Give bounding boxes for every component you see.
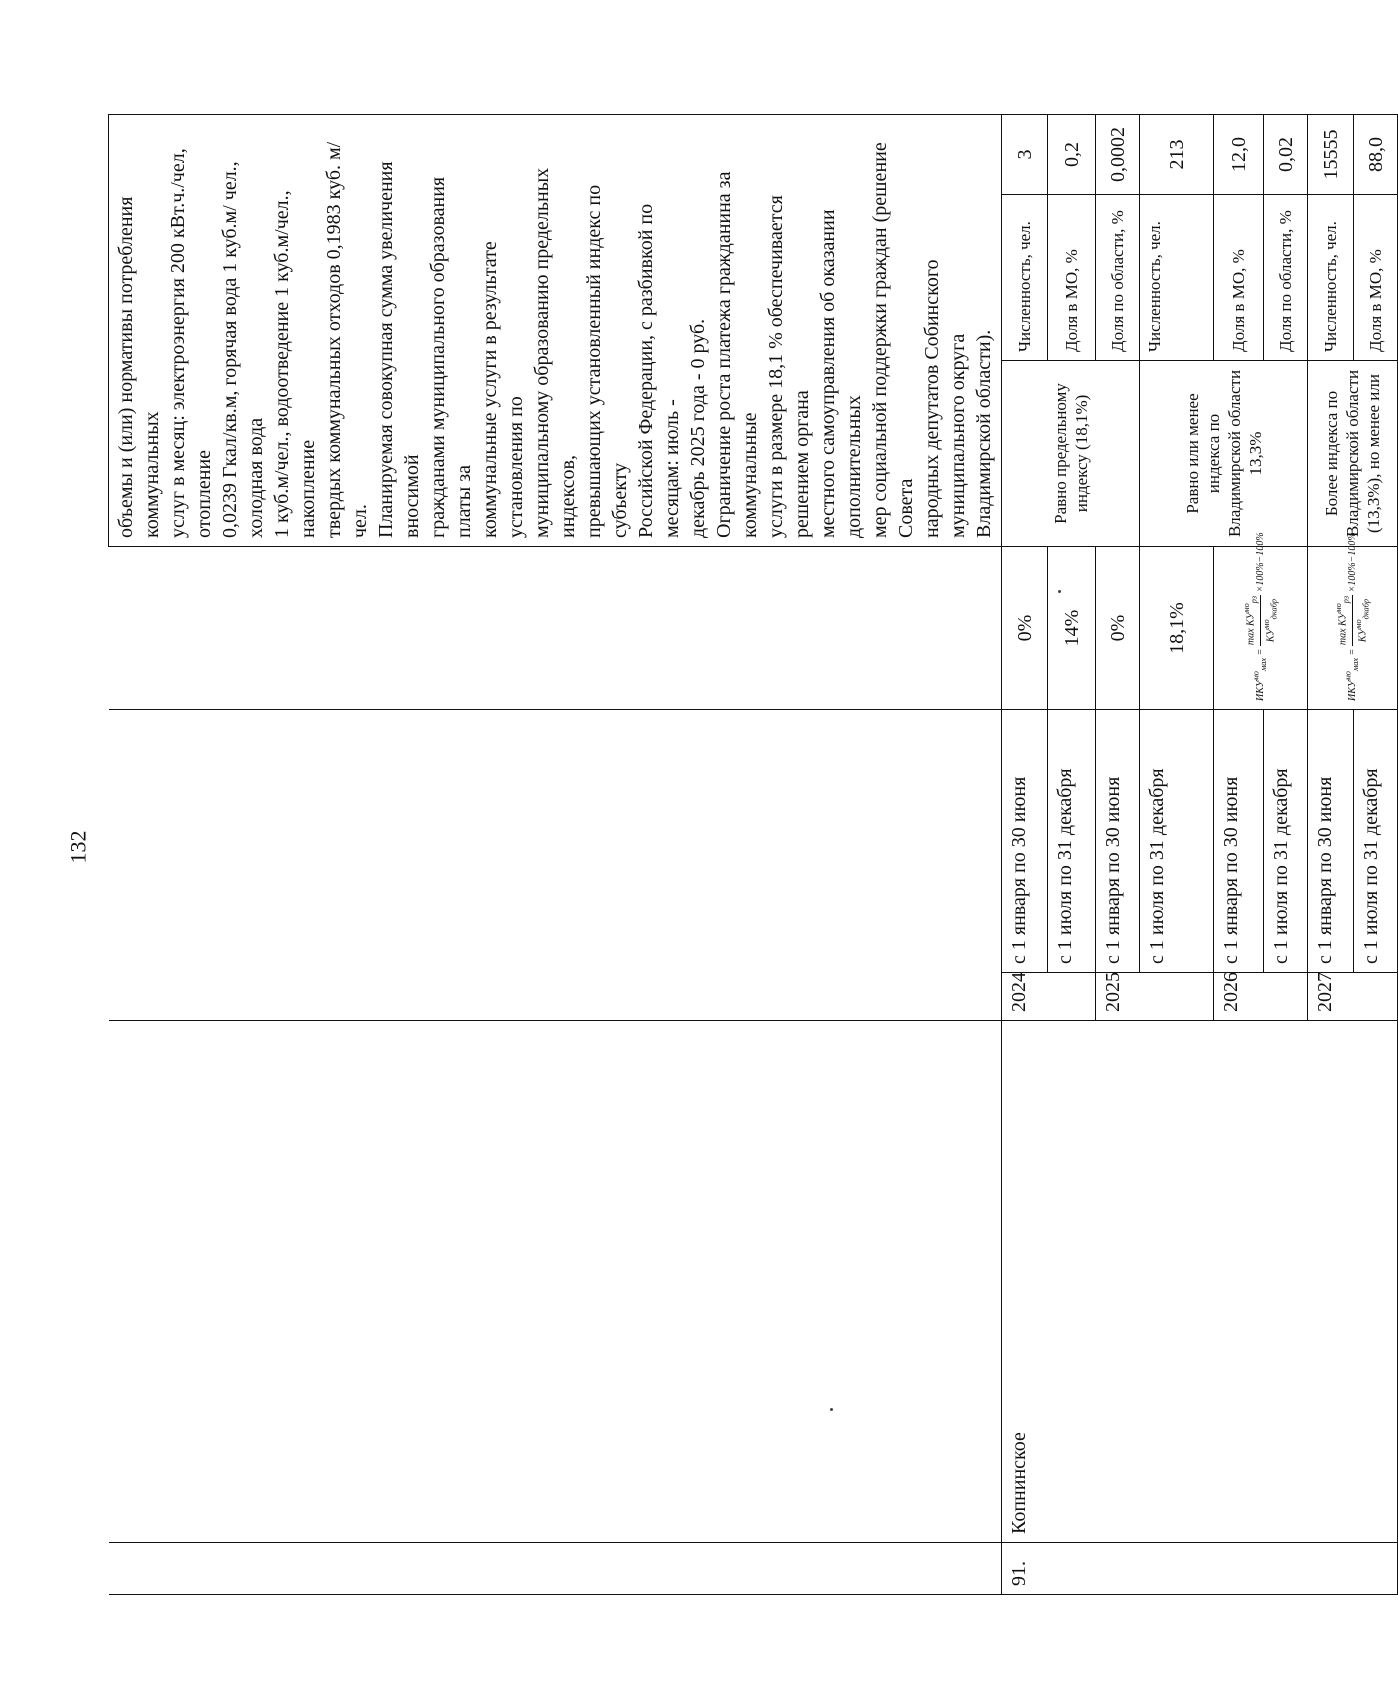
year-2025: 2025 xyxy=(1096,973,1214,1021)
description-line: народных депутатов Собинского муниципального округа xyxy=(921,259,969,538)
category-above-region: Более индекса по Владимирской области (13,3%), но менее или xyxy=(1308,361,1398,547)
metric-label: Доля в МО, % xyxy=(1354,195,1398,361)
formula-2027 xyxy=(1308,532,1398,710)
metric-label: Доля в МО, % xyxy=(1048,195,1096,361)
description-line: превышающих установленный индекс по субъекту xyxy=(583,184,631,538)
period-h1: с 1 января по 30 июня xyxy=(1096,710,1140,973)
period-h1: с 1 января по 30 июня xyxy=(1214,710,1264,973)
description-line: твердых коммунальных отходов 0,1983 куб. м/чел. xyxy=(323,141,371,538)
category-equal-limit: Равно предельному индексу (18,1%) xyxy=(1002,361,1140,547)
metric-value: 15555 xyxy=(1308,114,1354,194)
formula-expression: $ИКУ^{мо}_{мах}$ = $\max КУ^{мо}_{рз}$ $КУ^{мо}_{дкабр}$ ×100%−100% xyxy=(1241,532,1279,701)
year-2026: 2026 xyxy=(1214,973,1308,1021)
description-line: коммунальные услуги в результате установления по xyxy=(479,241,527,538)
value-2024-h1: 0% xyxy=(1002,547,1048,710)
category-below-region: Равно или менее индекса по Владимирской области 13,3% xyxy=(1140,361,1308,547)
value-2024-h2: 14% xyxy=(1048,547,1096,710)
continuation-cell-number xyxy=(109,1543,1002,1595)
municipality-name: Копнинское xyxy=(1002,1021,1398,1543)
period-h1: с 1 января по 30 июня xyxy=(1002,710,1048,973)
metric-value: 3 xyxy=(1002,114,1048,194)
metric-value: 0,2 xyxy=(1048,114,1096,194)
metric-label: Доля в МО, % xyxy=(1214,195,1264,361)
metric-value: 12,0 xyxy=(1214,114,1264,194)
metric-label: Доля по области, % xyxy=(1264,195,1308,361)
rotated-table-page xyxy=(108,115,1387,1595)
year-2024: 2024 xyxy=(1002,973,1096,1021)
metric-label: Доля по области, % xyxy=(1096,195,1140,361)
description-line: услуги в размере 18,1 % обеспечивается решением органа xyxy=(765,195,813,538)
metric-label: Численность, чел. xyxy=(1002,195,1048,361)
period-h2: с 1 июля по 31 декабря xyxy=(1048,710,1096,973)
description-line: Российской Федерации, с разбивкой по месяцам: июль - xyxy=(635,203,683,538)
formula-2026 xyxy=(1214,532,1308,710)
description-line: муниципальному образованию предельных индексов, xyxy=(531,167,579,538)
metric-label: Численность, чел. xyxy=(1140,195,1214,361)
value-2025-h2: 18,1% xyxy=(1140,547,1214,710)
description-line: местного самоуправления об оказании дополнительных xyxy=(817,209,865,538)
description-line: декабрь 2025 года - 0 руб. xyxy=(687,318,709,538)
year-2027: 2027 xyxy=(1308,973,1398,1021)
description-line: гражданами муниципального образования платы за xyxy=(427,176,475,538)
continuation-cell-value xyxy=(109,547,1002,710)
continuation-cell-name xyxy=(109,1021,1002,1543)
period-h1: с 1 января по 30 июня xyxy=(1308,710,1354,973)
description-line: Планируемая совокупная сумма увеличения вносимой xyxy=(375,161,423,538)
formula-expression: $ИКУ^{мо}_{мах}$ = $\max КУ^{мо}_{рз}$ $КУ^{мо}_{дкабр}$ ×100%−100% xyxy=(1333,532,1371,701)
page-number: 132 xyxy=(65,830,91,864)
metric-value: 0,0002 xyxy=(1096,114,1140,194)
value-2025-h1: 0% xyxy=(1096,547,1140,710)
description-cell xyxy=(109,114,1002,546)
description-line: Ограничение роста платежа гражданина за коммунальные xyxy=(713,171,761,538)
metric-value: 0,02 xyxy=(1264,114,1308,194)
description-line: 0,0239 Гкал/кв.м, горячая вода 1 куб.м/ чел., холодная вода xyxy=(219,161,267,538)
period-h2: с 1 июля по 31 декабря xyxy=(1140,710,1214,973)
description-line: 1 куб.м/чел., водоотведение 1 куб.м/чел., накопление xyxy=(271,190,319,538)
description-line: услуг в месяц: электроэнергия 200 кВт.ч./чел, отопление xyxy=(167,148,215,538)
period-h2: с 1 июля по 31 декабря xyxy=(1354,710,1398,973)
period-h2: с 1 июля по 31 декабря xyxy=(1264,710,1308,973)
metric-value: 88,0 xyxy=(1354,114,1398,194)
description-line: мер социальной поддержки граждан (решение Совета xyxy=(869,142,917,538)
description-line: объемы и (или) нормативы потребления коммунальных xyxy=(115,196,163,538)
row-number: 91. xyxy=(1002,1543,1398,1595)
metric-value: 213 xyxy=(1140,114,1214,194)
continuation-cell-period xyxy=(109,710,1002,1021)
metric-label: Численность, чел. xyxy=(1308,195,1354,361)
description-line: Владимирской области). xyxy=(973,329,995,538)
indices-table xyxy=(108,114,1398,1595)
